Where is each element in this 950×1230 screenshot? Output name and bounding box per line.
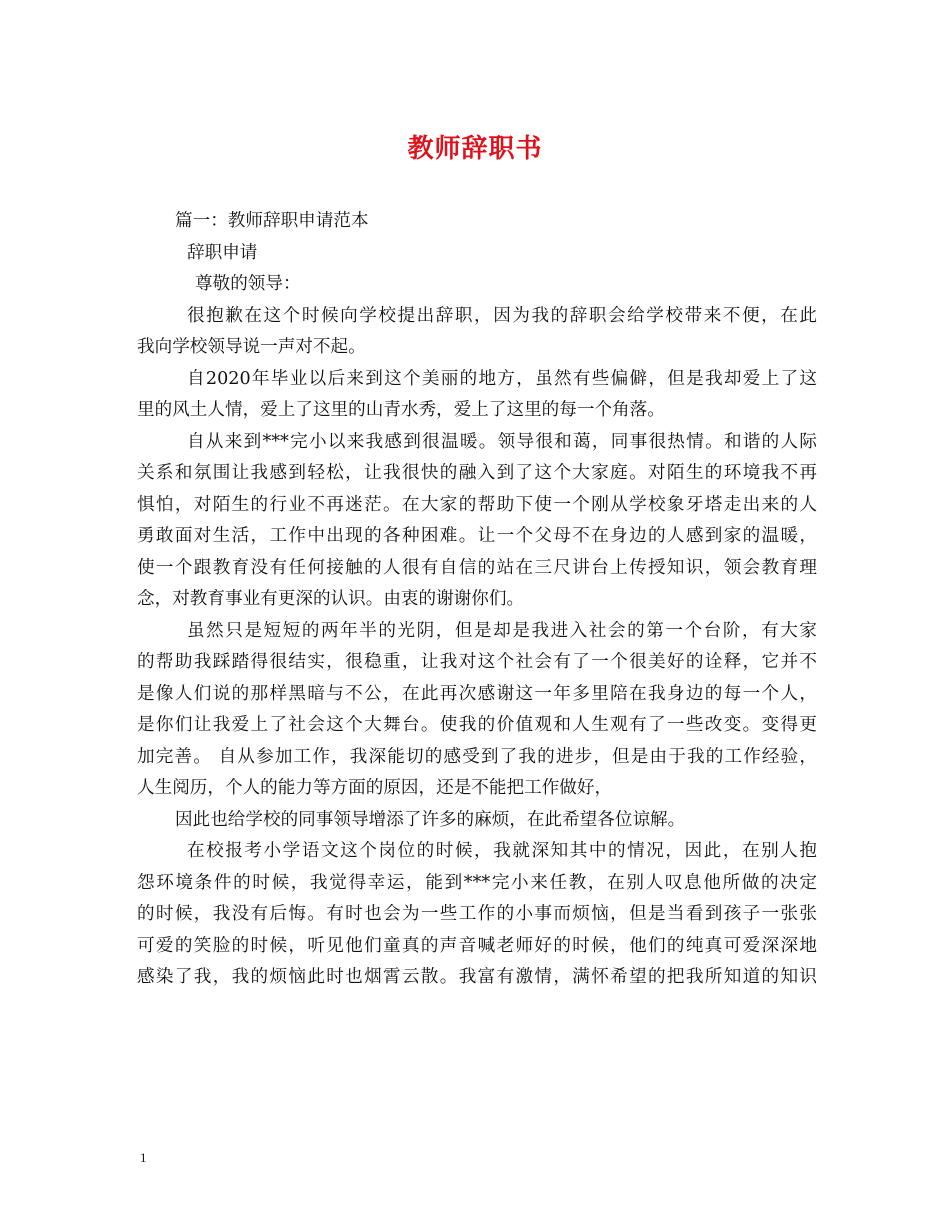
text-line: 里的风土人情，爱上了这里的山青水秀，爱上了这里的每一个角落。: [137, 400, 665, 420]
text-line: 辞职申请: [187, 242, 258, 263]
text-line: 自从来到***完小以来我感到很温暖。领导很和蔼，同事很热情。和谐的人际: [187, 431, 817, 452]
text-line: 我向学校领导说一声对不起。: [137, 337, 366, 357]
text-line: 因此也给学校的同事领导增添了许多的麻烦，在此希望各位谅解。: [175, 809, 686, 830]
text-line: 可爱的笑脸的时候，听见他们童真的声音喊老师好的时候，他们的纯真可爱深深地: [137, 935, 817, 956]
text-line: 尊敬的领导：: [195, 274, 301, 294]
text-line: 的时候，我没有后悔。有时也会为一些工作的小事而烦恼，但是当看到孩子一张张: [137, 904, 817, 924]
text-line: 在校报考小学语文这个岗位的时候，我就深知其中的情况，因此，在别人抱: [187, 841, 817, 861]
document-body: [137, 206, 817, 994]
text-line: 念，对教育事业有更深的认识。由衷的谢谢你们。: [137, 589, 525, 609]
text-line: 是你们让我爱上了社会这个大舞台。使我的价值观和人生观有了一些改变。变得更: [137, 715, 817, 735]
text-line: 篇一：教师辞职申请范本: [175, 211, 369, 231]
page-number: 1: [140, 1150, 147, 1165]
text-line: 的帮助我踩踏得很结实，很稳重，让我对这个社会有了一个很美好的诠释，它并不: [137, 652, 817, 672]
text-line: 关系和氛围让我感到轻松，让我很快的融入到了这个大家庭。对陌生的环境我不再: [137, 463, 817, 483]
text-line: 是像人们说的那样黑暗与不公，在此再次感谢这一年多里陪在我身边的每一个人，: [137, 683, 817, 704]
document-title: 教师辞职书: [407, 134, 543, 164]
text-line: 勇敢面对生活，工作中出现的各种困难。让一个父母不在身边的人感到家的温暖，: [137, 526, 817, 546]
text-line: 自2020年毕业以后来到这个美丽的地方，虽然有些偏僻，但是我却爱上了这: [187, 368, 817, 389]
text-line: 感染了我，我的烦恼此时也烟霄云散。我富有激情，满怀希望的把我所知道的知识: [137, 967, 817, 987]
text-line: 怨环境条件的时候，我觉得幸运，能到***完小来任教，在别人叹息他所做的决定: [137, 872, 817, 893]
text-line: 很抱歉在这个时候向学校提出辞职，因为我的辞职会给学校带来不便，在此: [187, 305, 817, 326]
text-line: 人生阅历，个人的能力等方面的原因，还是不能把工作做好，: [137, 778, 613, 798]
text-line: 虽然只是短短的两年半的光阴，但是却是我进入社会的第一个台阶，有大家: [187, 620, 817, 641]
text-line: 使一个跟教育没有任何接触的人很有自信的站在三尺讲台上传授知识，领会教育理: [137, 557, 817, 578]
text-line: 加完善。 自从参加工作，我深能切的感受到了我的进步，但是由于我的工作经验，: [137, 746, 817, 767]
text-line: 惧怕，对陌生的行业不再迷茫。在大家的帮助下使一个刚从学校象牙塔走出来的人: [137, 494, 817, 515]
